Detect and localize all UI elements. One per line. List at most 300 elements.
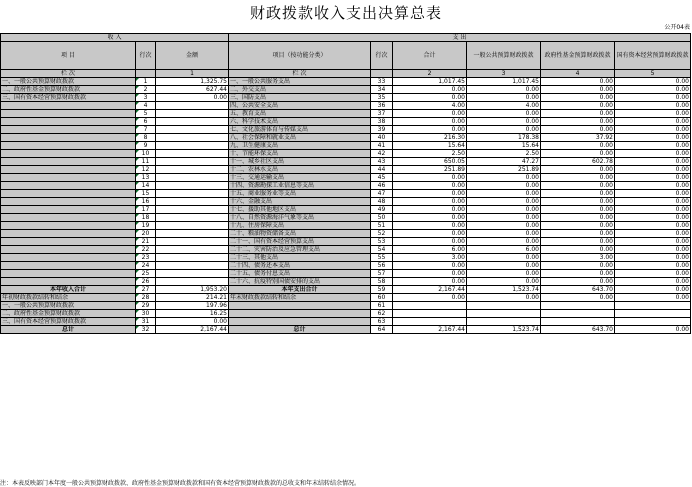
income-amount: 1,953.20 xyxy=(156,286,229,294)
income-item xyxy=(1,230,136,238)
income-amount xyxy=(156,270,229,278)
expense-row-number: 37 xyxy=(371,110,393,118)
state-capital-amount: 0.00 xyxy=(615,198,691,206)
general-budget-amount: 0.00 xyxy=(467,206,541,214)
state-capital-amount: 0.00 xyxy=(615,182,691,190)
gov-fund-header: 政府性基金预算财政拨款 xyxy=(541,42,615,70)
income-row-number: 9 xyxy=(136,142,156,150)
income-item: 总计 xyxy=(1,326,136,334)
general-budget-amount: 6.00 xyxy=(467,246,541,254)
expense-item: 十五、商业服务业等支出 xyxy=(229,190,371,198)
expense-total: 2.50 xyxy=(393,150,467,158)
gov-fund-amount: 0.00 xyxy=(541,86,615,94)
state-capital-amount: 0.00 xyxy=(615,118,691,126)
table-row xyxy=(1,94,691,102)
state-capital-amount: 0.00 xyxy=(615,254,691,262)
gov-fund-amount: 0.00 xyxy=(541,222,615,230)
general-budget-amount: 4.00 xyxy=(467,102,541,110)
gov-fund-amount: 0.00 xyxy=(541,190,615,198)
income-row-number: 26 xyxy=(136,278,156,286)
expense-total: 0.00 xyxy=(393,174,467,182)
general-budget-amount: 2.50 xyxy=(467,150,541,158)
expense-item: 二十二、灾害防治及应急管理支出 xyxy=(229,246,371,254)
income-item xyxy=(1,134,136,142)
income-amount xyxy=(156,262,229,270)
state-capital-amount: 0.00 xyxy=(615,326,691,334)
general-budget-amount: 0.00 xyxy=(467,86,541,94)
general-budget-amount: 0.00 xyxy=(467,294,541,302)
expense-row-number: 62 xyxy=(371,310,393,318)
gov-fund-amount: 0.00 xyxy=(541,238,615,246)
state-capital-amount: 0.00 xyxy=(615,86,691,94)
income-row-number: 17 xyxy=(136,206,156,214)
income-amount xyxy=(156,126,229,134)
income-item: 三、国有资本经营预算财政拨款 xyxy=(1,318,136,326)
income-row-number: 5 xyxy=(136,110,156,118)
expense-row-number: 61 xyxy=(371,302,393,310)
income-item xyxy=(1,110,136,118)
expense-row-number: 45 xyxy=(371,174,393,182)
expense-row-number: 46 xyxy=(371,182,393,190)
income-item-header: 项 目 xyxy=(1,42,136,70)
table-row xyxy=(1,134,691,142)
general-budget-amount: 0.00 xyxy=(467,230,541,238)
expense-total: 0.00 xyxy=(393,86,467,94)
expense-row-number: 38 xyxy=(371,118,393,126)
income-amount xyxy=(156,190,229,198)
gov-fund-amount: 0.00 xyxy=(541,262,615,270)
expense-item: 二十四、债务还本支出 xyxy=(229,262,371,270)
gov-fund-amount: 0.00 xyxy=(541,198,615,206)
table-row xyxy=(1,142,691,150)
general-budget-amount: 0.00 xyxy=(467,262,541,270)
state-capital-amount: 0.00 xyxy=(615,238,691,246)
general-budget-amount xyxy=(467,310,541,318)
income-amount xyxy=(156,182,229,190)
expense-row-number: 54 xyxy=(371,246,393,254)
expense-total: 0.00 xyxy=(393,230,467,238)
state-capital-amount: 0.00 xyxy=(615,190,691,198)
expense-item: 十、节能环保支出 xyxy=(229,150,371,158)
income-row-number: 12 xyxy=(136,166,156,174)
table-row xyxy=(1,294,691,302)
expense-item: 二十五、债务付息支出 xyxy=(229,270,371,278)
gov-fund-amount: 0.00 xyxy=(541,94,615,102)
income-amount xyxy=(156,142,229,150)
income-row-number: 19 xyxy=(136,222,156,230)
expense-row-number: 43 xyxy=(371,158,393,166)
expense-item: 总计 xyxy=(229,326,371,334)
income-amount xyxy=(156,118,229,126)
table-row xyxy=(1,206,691,214)
column-index: 3 xyxy=(467,70,541,78)
column-index: 1 xyxy=(156,70,229,78)
expense-row-number: 49 xyxy=(371,206,393,214)
gov-fund-amount: 0.00 xyxy=(541,182,615,190)
gov-fund-amount: 0.00 xyxy=(541,278,615,286)
income-row-number: 18 xyxy=(136,214,156,222)
general-budget-amount: 0.00 xyxy=(467,174,541,182)
column-index-label: 栏 次 xyxy=(1,70,136,78)
gov-fund-amount: 0.00 xyxy=(541,142,615,150)
expense-item: 二十、粮油物资储备支出 xyxy=(229,230,371,238)
expense-row-number: 42 xyxy=(371,150,393,158)
gov-fund-amount: 0.00 xyxy=(541,294,615,302)
income-row-number: 21 xyxy=(136,238,156,246)
table-row xyxy=(1,182,691,190)
expense-row-number: 64 xyxy=(371,326,393,334)
column-index-label: 栏 次 xyxy=(229,70,371,78)
gov-fund-amount: 643.70 xyxy=(541,286,615,294)
amount-header: 金额 xyxy=(156,42,229,70)
gov-fund-amount: 0.00 xyxy=(541,230,615,238)
expense-row-number: 58 xyxy=(371,278,393,286)
column-index: 5 xyxy=(615,70,691,78)
expense-row-number: 36 xyxy=(371,102,393,110)
income-item: 二、政府性基金预算财政拨款 xyxy=(1,86,136,94)
income-row-number: 14 xyxy=(136,182,156,190)
expense-total: 0.00 xyxy=(393,206,467,214)
general-budget-amount: 1,017.45 xyxy=(467,78,541,86)
income-amount xyxy=(156,150,229,158)
state-capital-amount xyxy=(615,318,691,326)
state-capital-amount xyxy=(615,310,691,318)
income-amount xyxy=(156,230,229,238)
table-row xyxy=(1,326,691,334)
state-capital-amount: 0.00 xyxy=(615,222,691,230)
income-row-number: 31 xyxy=(136,318,156,326)
income-item xyxy=(1,214,136,222)
general-budget-amount: 0.00 xyxy=(467,278,541,286)
income-item xyxy=(1,142,136,150)
gov-fund-amount: 643.70 xyxy=(541,326,615,334)
general-budget-amount: 0.00 xyxy=(467,110,541,118)
general-budget-amount: 0.00 xyxy=(467,238,541,246)
income-amount xyxy=(156,198,229,206)
income-amount xyxy=(156,206,229,214)
income-amount: 197.96 xyxy=(156,302,229,310)
income-item xyxy=(1,166,136,174)
income-item: 三、国有资本经营预算财政拨款 xyxy=(1,94,136,102)
gov-fund-amount: 0.00 xyxy=(541,246,615,254)
gov-fund-amount: 602.78 xyxy=(541,158,615,166)
expense-total: 15.64 xyxy=(393,142,467,150)
state-capital-amount: 0.00 xyxy=(615,246,691,254)
expense-total: 0.00 xyxy=(393,222,467,230)
table-row xyxy=(1,286,691,294)
expense-item: 年末财政拨款结转和结余 xyxy=(229,294,371,302)
expense-total: 0.00 xyxy=(393,262,467,270)
income-item xyxy=(1,198,136,206)
expense-total: 0.00 xyxy=(393,94,467,102)
expense-row-number: 34 xyxy=(371,86,393,94)
state-capital-amount: 0.00 xyxy=(615,230,691,238)
state-capital-amount: 0.00 xyxy=(615,158,691,166)
expense-item: 十四、资源勘探工业信息等支出 xyxy=(229,182,371,190)
income-amount: 0.00 xyxy=(156,318,229,326)
state-capital-amount: 0.00 xyxy=(615,150,691,158)
income-amount xyxy=(156,246,229,254)
gov-fund-amount xyxy=(541,302,615,310)
general-budget-amount xyxy=(467,318,541,326)
expense-row-number: 33 xyxy=(371,78,393,86)
income-item xyxy=(1,118,136,126)
expense-total: 0.00 xyxy=(393,278,467,286)
state-capital-amount: 0.00 xyxy=(615,294,691,302)
column-index: 2 xyxy=(393,70,467,78)
expense-row-number: 60 xyxy=(371,294,393,302)
income-row-number: 30 xyxy=(136,310,156,318)
expense-total: 251.89 xyxy=(393,166,467,174)
expense-item xyxy=(229,302,371,310)
budget-table xyxy=(0,33,691,334)
expense-item: 十七、援助其他地区支出 xyxy=(229,206,371,214)
expense-row-number: 40 xyxy=(371,134,393,142)
table-row xyxy=(1,262,691,270)
expense-total: 2,167.44 xyxy=(393,286,467,294)
income-item xyxy=(1,150,136,158)
gov-fund-amount: 0.00 xyxy=(541,270,615,278)
table-row xyxy=(1,302,691,310)
income-amount: 1,325.75 xyxy=(156,78,229,86)
expense-item: 本年支出合计 xyxy=(229,286,371,294)
expense-row-number: 59 xyxy=(371,286,393,294)
table-row xyxy=(1,78,691,86)
state-capital-amount xyxy=(615,302,691,310)
table-row xyxy=(1,102,691,110)
income-item xyxy=(1,246,136,254)
general-budget-amount: 0.00 xyxy=(467,182,541,190)
state-capital-amount: 0.00 xyxy=(615,110,691,118)
income-amount xyxy=(156,134,229,142)
income-row-number: 28 xyxy=(136,294,156,302)
state-capital-header: 国有资本经营预算财政拨款 xyxy=(615,42,691,70)
income-item xyxy=(1,222,136,230)
expense-row-number: 50 xyxy=(371,214,393,222)
general-budget-amount: 251.89 xyxy=(467,166,541,174)
expense-item: 十三、交通运输支出 xyxy=(229,174,371,182)
gov-fund-amount: 0.00 xyxy=(541,126,615,134)
income-item xyxy=(1,262,136,270)
income-item xyxy=(1,206,136,214)
total-header: 合计 xyxy=(393,42,467,70)
expense-row-number: 63 xyxy=(371,318,393,326)
income-row-number: 25 xyxy=(136,270,156,278)
income-row-number: 3 xyxy=(136,94,156,102)
state-capital-amount: 0.00 xyxy=(615,166,691,174)
income-row-number: 1 xyxy=(136,78,156,86)
income-item xyxy=(1,254,136,262)
income-row-number: 6 xyxy=(136,118,156,126)
state-capital-amount: 0.00 xyxy=(615,102,691,110)
income-row-header: 行次 xyxy=(136,42,156,70)
income-item xyxy=(1,102,136,110)
state-capital-amount: 0.00 xyxy=(615,286,691,294)
expense-item: 二十一、国有资本经营预算支出 xyxy=(229,238,371,246)
expense-item: 十八、自然资源海洋气象等支出 xyxy=(229,214,371,222)
table-row xyxy=(1,214,691,222)
income-amount xyxy=(156,102,229,110)
expense-item: 六、科学技术支出 xyxy=(229,118,371,126)
expense-total: 0.00 xyxy=(393,182,467,190)
general-budget-amount: 0.00 xyxy=(467,94,541,102)
income-amount xyxy=(156,166,229,174)
income-item xyxy=(1,158,136,166)
expense-item: 四、公共安全支出 xyxy=(229,102,371,110)
income-item xyxy=(1,174,136,182)
expense-item: 十二、农林水支出 xyxy=(229,166,371,174)
general-budget-amount: 0.00 xyxy=(467,270,541,278)
income-row-number: 15 xyxy=(136,190,156,198)
expense-header: 支 出 xyxy=(229,34,691,42)
expense-total: 0.00 xyxy=(393,214,467,222)
expense-item: 二十三、其他支出 xyxy=(229,254,371,262)
general-budget-header: 一般公共预算财政拨款 xyxy=(467,42,541,70)
expense-total: 0.00 xyxy=(393,126,467,134)
table-row xyxy=(1,270,691,278)
income-amount xyxy=(156,110,229,118)
expense-total: 0.00 xyxy=(393,238,467,246)
expense-total: 2,167.44 xyxy=(393,326,467,334)
gov-fund-amount: 0.00 xyxy=(541,102,615,110)
expense-row-number: 41 xyxy=(371,142,393,150)
expense-total: 0.00 xyxy=(393,110,467,118)
table-row xyxy=(1,150,691,158)
income-item: 一、一般公共预算财政拨款 xyxy=(1,302,136,310)
table-row xyxy=(1,174,691,182)
income-amount xyxy=(156,238,229,246)
table-row xyxy=(1,230,691,238)
expense-total: 0.00 xyxy=(393,118,467,126)
income-amount xyxy=(156,278,229,286)
general-budget-amount: 0.00 xyxy=(467,198,541,206)
expense-item: 八、社会保障和就业支出 xyxy=(229,134,371,142)
gov-fund-amount: 0.00 xyxy=(541,78,615,86)
expense-row-number: 57 xyxy=(371,270,393,278)
gov-fund-amount: 0.00 xyxy=(541,118,615,126)
expense-item: 七、文化旅游体育与传媒支出 xyxy=(229,126,371,134)
income-item xyxy=(1,238,136,246)
income-item xyxy=(1,278,136,286)
income-row-number: 29 xyxy=(136,302,156,310)
income-amount: 214.21 xyxy=(156,294,229,302)
income-row-number: 2 xyxy=(136,86,156,94)
expense-row-number: 52 xyxy=(371,230,393,238)
general-budget-amount: 0.00 xyxy=(467,126,541,134)
table-row xyxy=(1,222,691,230)
gov-fund-amount: 0.00 xyxy=(541,174,615,182)
state-capital-amount: 0.00 xyxy=(615,78,691,86)
income-item xyxy=(1,190,136,198)
expense-row-number: 53 xyxy=(371,238,393,246)
income-row-number: 27 xyxy=(136,286,156,294)
general-budget-amount: 0.00 xyxy=(467,214,541,222)
expense-total: 650.05 xyxy=(393,158,467,166)
income-item: 本年收入合计 xyxy=(1,286,136,294)
income-row-number: 13 xyxy=(136,174,156,182)
expense-item: 五、教育支出 xyxy=(229,110,371,118)
gov-fund-amount xyxy=(541,318,615,326)
table-row xyxy=(1,246,691,254)
expense-row-number: 35 xyxy=(371,94,393,102)
table-row xyxy=(1,86,691,94)
state-capital-amount: 0.00 xyxy=(615,126,691,134)
income-row-number: 22 xyxy=(136,246,156,254)
state-capital-amount: 0.00 xyxy=(615,174,691,182)
expense-item-header: 项目（按功能分类） xyxy=(229,42,371,70)
table-row xyxy=(1,254,691,262)
expense-item: 二十六、抗疫特别国债安排的支出 xyxy=(229,278,371,286)
expense-total xyxy=(393,310,467,318)
expense-total: 216.30 xyxy=(393,134,467,142)
income-amount: 627.44 xyxy=(156,86,229,94)
income-amount xyxy=(156,254,229,262)
expense-total: 0.00 xyxy=(393,190,467,198)
gov-fund-amount: 0.00 xyxy=(541,206,615,214)
table-row xyxy=(1,278,691,286)
page-title: 财政拨款收入支出决算总表 xyxy=(249,4,442,22)
expense-item: 一、一般公共服务支出 xyxy=(229,78,371,86)
expense-total: 0.00 xyxy=(393,294,467,302)
income-amount xyxy=(156,158,229,166)
expense-row-header: 行次 xyxy=(371,42,393,70)
expense-total: 4.00 xyxy=(393,102,467,110)
table-row xyxy=(1,158,691,166)
expense-item: 二、外交支出 xyxy=(229,86,371,94)
expense-item: 十一、城乡社区支出 xyxy=(229,158,371,166)
expense-total: 0.00 xyxy=(393,270,467,278)
general-budget-amount: 0.00 xyxy=(467,222,541,230)
expense-row-number: 51 xyxy=(371,222,393,230)
gov-fund-amount: 0.00 xyxy=(541,110,615,118)
table-code: 公开04表 xyxy=(664,24,690,31)
expense-item xyxy=(229,318,371,326)
income-amount: 2,167.44 xyxy=(156,326,229,334)
expense-row-number: 48 xyxy=(371,198,393,206)
expense-row-number: 39 xyxy=(371,126,393,134)
general-budget-amount: 47.27 xyxy=(467,158,541,166)
general-budget-amount: 178.38 xyxy=(467,134,541,142)
expense-row-number: 56 xyxy=(371,262,393,270)
state-capital-amount: 0.00 xyxy=(615,142,691,150)
income-item xyxy=(1,182,136,190)
income-row-number: 24 xyxy=(136,262,156,270)
expense-row-number: 55 xyxy=(371,254,393,262)
table-row xyxy=(1,110,691,118)
income-row-number: 11 xyxy=(136,158,156,166)
table-row xyxy=(1,310,691,318)
column-index: 4 xyxy=(541,70,615,78)
gov-fund-amount: 0.00 xyxy=(541,150,615,158)
expense-item: 十六、金融支出 xyxy=(229,198,371,206)
expense-total: 6.00 xyxy=(393,246,467,254)
table-row xyxy=(1,190,691,198)
income-row-number: 16 xyxy=(136,198,156,206)
income-item: 年初财政拨款结转和结余 xyxy=(1,294,136,302)
income-row-number: 10 xyxy=(136,150,156,158)
income-row-number: 8 xyxy=(136,134,156,142)
general-budget-amount: 0.00 xyxy=(467,190,541,198)
general-budget-amount xyxy=(467,302,541,310)
table-row xyxy=(1,238,691,246)
column-index xyxy=(371,70,393,78)
expense-total xyxy=(393,318,467,326)
general-budget-amount: 15.64 xyxy=(467,142,541,150)
income-item: 一、一般公共预算财政拨款 xyxy=(1,78,136,86)
state-capital-amount: 0.00 xyxy=(615,134,691,142)
table-row xyxy=(1,198,691,206)
table-row xyxy=(1,318,691,326)
